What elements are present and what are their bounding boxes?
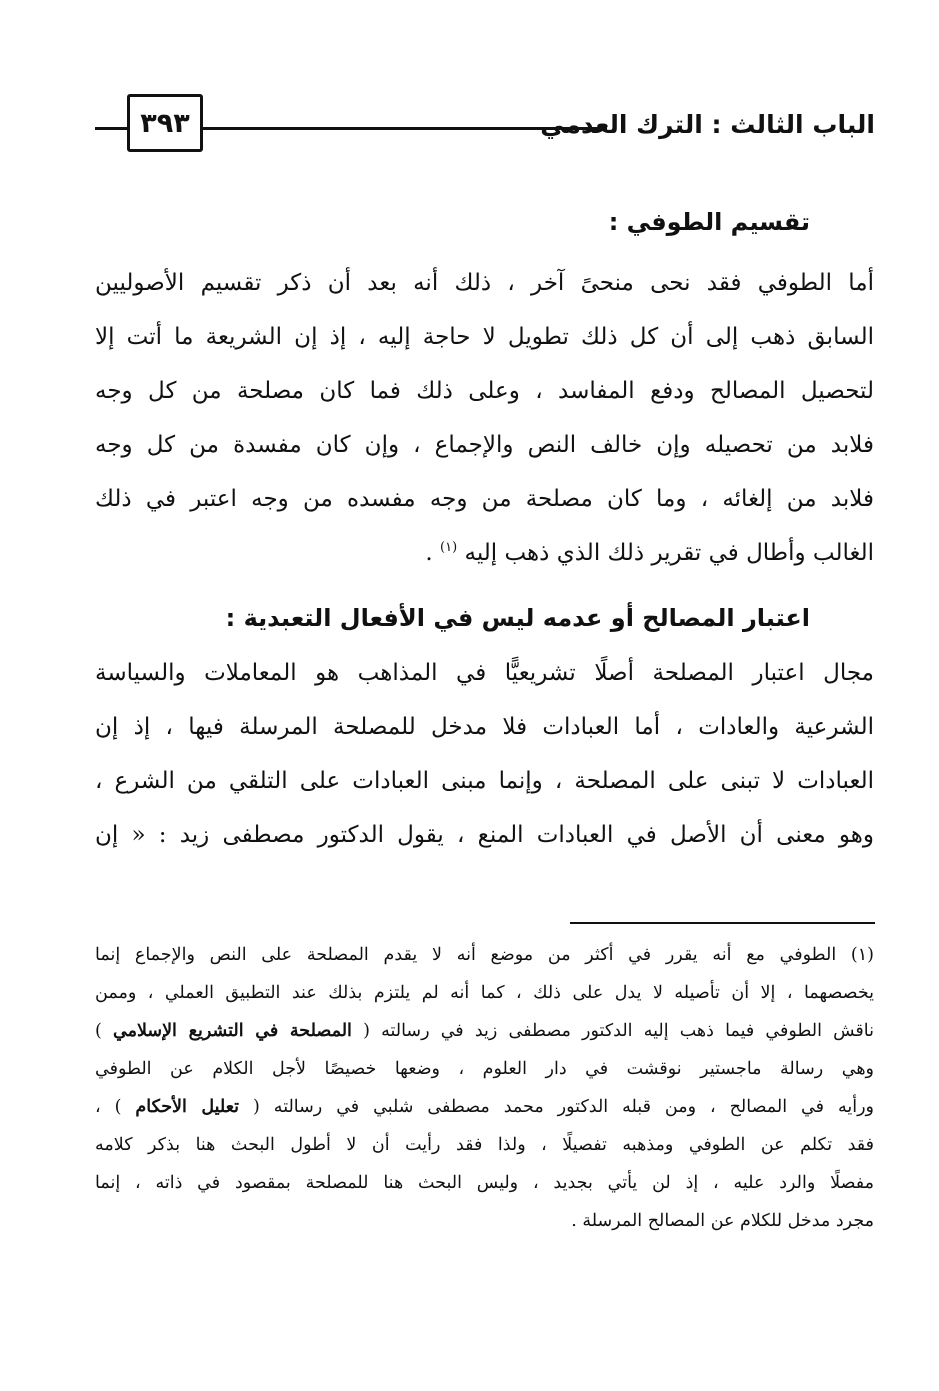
main-text xyxy=(95,198,874,862)
footnote-ref[interactable]: (١) xyxy=(440,540,458,555)
paragraph-tufi xyxy=(95,256,874,580)
footnote-line-text: ناقش الطوفي فيما ذهب إليه الدكتور مصطفى زيد في رسالته ( xyxy=(363,1021,874,1041)
section-heading-worship: اعتبار المصالح أو عدمه ليس في الأفعال التعبدية : xyxy=(225,604,810,632)
footnote-line: مفصلًا والرد عليه ، إذ لن يأتي بجديد ، وليس البحث هنا للمصلحة بمقصود في ذاته ، إنما xyxy=(95,1173,874,1193)
text-line: الشرعية والعادات ، أما العبادات فلا مدخل للمصلحة المرسلة فيها ، إذ إن xyxy=(95,714,874,740)
closing-paren: ) xyxy=(95,1021,114,1041)
text-line: السابق ذهب إلى أن كل ذلك تطويل لا حاجة إليه ، إذ إن الشريعة ما أتت إلا xyxy=(95,324,874,350)
page-number: ٣٩٣ xyxy=(127,94,203,152)
text-line xyxy=(95,526,874,580)
closing-paren: ) ، xyxy=(95,1097,136,1117)
footnote-line: فقد تكلم عن الطوفي ومذهبه تفصيلًا ، ولذا فقد رأيت أن لا أطول البحث هنا بذكر كلامه xyxy=(95,1135,874,1155)
section-heading-tufi: تقسيم الطوفي : xyxy=(608,208,810,236)
text-line: أما الطوفي فقد نحى منحىً آخر ، ذلك أنه بعد أن ذكر تقسيم الأصوليين xyxy=(95,270,874,296)
footnote-separator xyxy=(570,922,875,924)
text-line: فلابد من تحصيله وإن خالف النص والإجماع ، وإن كان مفسدة من كل وجه xyxy=(95,432,874,458)
text-line: العبادات لا تبنى على المصلحة ، وإنما مبنى العبادات على التلقي من الشرع ، xyxy=(95,768,874,794)
footnote-line: وهي رسالة ماجستير نوقشت في دار العلوم ، وضعها خصيصًا لأجل الكلام عن الطوفي xyxy=(95,1059,874,1079)
footnote-line xyxy=(95,1088,874,1126)
chapter-title: الباب الثالث : الترك العدمي xyxy=(540,110,875,139)
text-line: مجال اعتبار المصلحة أصلًا تشريعيًّا في المذاهب هو المعاملات والسياسة xyxy=(95,660,874,686)
footnote-line-text: ورأيه في المصالح ، ومن قبله الدكتور محمد مصطفى شلبي في رسالته ( xyxy=(253,1097,874,1117)
paragraph-worship xyxy=(95,646,874,862)
running-header xyxy=(95,94,875,160)
footnote-line xyxy=(95,1012,874,1050)
text-line: لتحصيل المصالح ودفع المفاسد ، وعلى ذلك فما كان مصلحة من كل وجه xyxy=(95,378,874,404)
footnote xyxy=(95,936,874,1240)
text-line: فلابد من إلغائه ، وما كان مصلحة من وجه مفسده من وجه اعتبر في ذلك xyxy=(95,486,874,512)
text-line: وهو معنى أن الأصل في العبادات المنع ، يقول الدكتور مصطفى زيد : « إن xyxy=(95,822,874,848)
footnote-line: مجرد مدخل للكلام عن المصالح المرسلة . xyxy=(571,1211,874,1231)
footnote-line: يخصصهما ، إلا أن تأصيله لا يدل على ذلك ، كما أنه لم يلتزم بذلك عند التطبيق العملي ، وممن xyxy=(95,983,874,1003)
sentence-end: . xyxy=(425,540,441,566)
header-rule xyxy=(203,127,607,130)
book-title: تعليل الأحكام xyxy=(135,1097,240,1117)
footnote-line: (١) الطوفي مع أنه يقرر في أكثر من موضع أنه لا يقدم المصلحة على النص والإجماع إنما xyxy=(95,945,874,965)
header-rule-left xyxy=(95,127,127,130)
book-title: المصلحة في التشريع الإسلامي xyxy=(113,1021,352,1041)
text-line-content: الغالب وأطال في تقرير ذلك الذي ذهب إليه xyxy=(464,540,874,566)
